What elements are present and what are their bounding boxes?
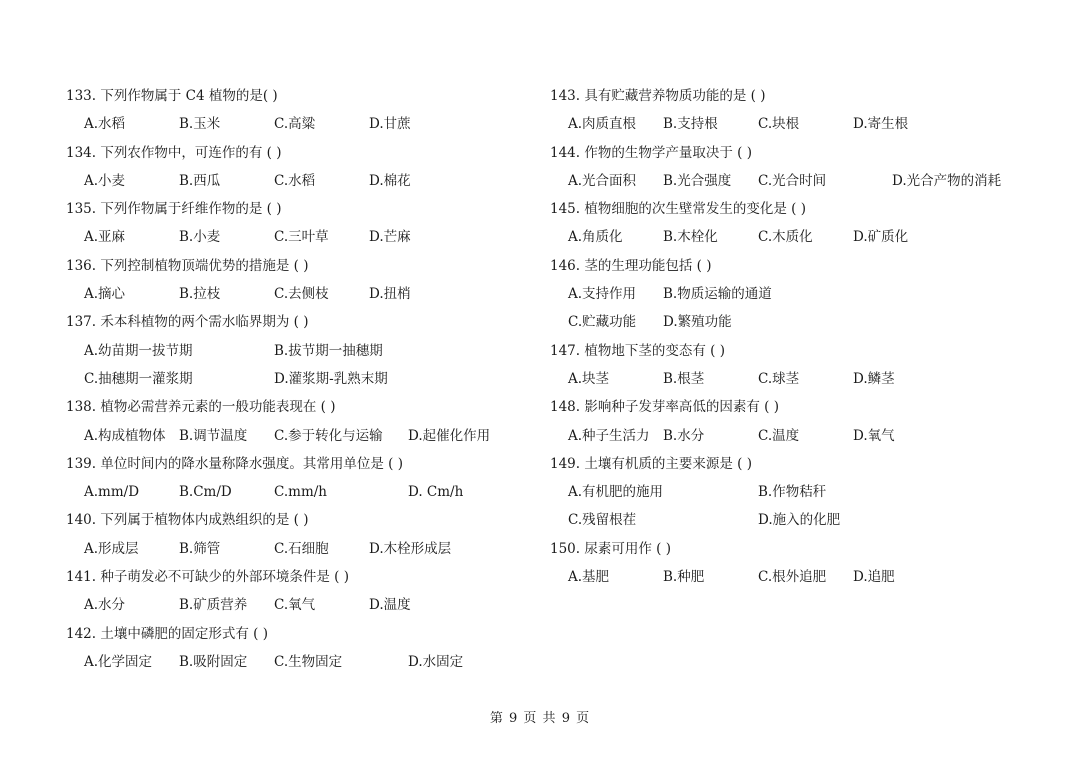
answer-option: C.球茎: [758, 370, 800, 387]
options-line: [550, 563, 1030, 591]
options-line: [550, 478, 1030, 506]
question-stem: 150. 尿素可用作 ( ): [550, 540, 671, 557]
question-block: [550, 393, 1030, 450]
answer-option: A.角质化: [568, 229, 623, 246]
question-block: [66, 620, 546, 677]
answer-option: B.水分: [663, 427, 705, 444]
left-column: [66, 82, 546, 676]
answer-option: C.块根: [758, 116, 800, 133]
answer-option: B.拔节期一抽穗期: [274, 342, 383, 359]
answer-option: A.亚麻: [84, 229, 126, 246]
question-block: [550, 252, 1030, 337]
answer-option: C.生物固定: [274, 653, 343, 670]
answer-option: D.追肥: [853, 569, 895, 586]
options-line: [550, 223, 1030, 251]
question-block: [66, 563, 546, 620]
answer-option: D.灌浆期-乳熟末期: [274, 370, 388, 387]
answer-option: B.拉枝: [179, 286, 221, 303]
answer-option: D.光合产物的消耗: [892, 172, 1002, 189]
question-block: [66, 139, 546, 196]
options-line: [66, 422, 546, 450]
answer-option: A.光合面积: [568, 172, 637, 189]
answer-option: B.支持根: [663, 116, 718, 133]
question-block: [550, 195, 1030, 252]
answer-option: A.构成植物体: [84, 427, 166, 444]
answer-option: A.有机肥的施用: [568, 484, 664, 501]
options-line: [66, 648, 546, 676]
options-line: [66, 110, 546, 138]
answer-option: C.根外追肥: [758, 569, 827, 586]
answer-option: C.抽穗期一灌浆期: [84, 370, 193, 387]
question-block: [66, 308, 546, 393]
question-stem: 140. 下列属于植物体内成熟组织的是 ( ): [66, 512, 309, 529]
answer-option: B.矿质营养: [179, 597, 248, 614]
answer-option: A.mm/D: [84, 484, 140, 501]
answer-option: B.小麦: [179, 229, 221, 246]
answer-option: D.起催化作用: [408, 427, 491, 444]
answer-option: C.mm/h: [274, 484, 327, 501]
options-line: [66, 591, 546, 619]
answer-option: B.玉米: [179, 116, 221, 133]
options-line: [66, 478, 546, 506]
answer-option: C.水稻: [274, 172, 316, 189]
options-line: [66, 167, 546, 195]
question-block: [66, 450, 546, 507]
question-block: [550, 82, 1030, 139]
question-stem: 136. 下列控制植物顶端优势的措施是 ( ): [66, 257, 309, 274]
options-line: [550, 110, 1030, 138]
answer-option: C.光合时间: [758, 172, 827, 189]
answer-option: D.扭梢: [369, 286, 411, 303]
answer-option: D.矿质化: [853, 229, 909, 246]
question-stem: 144. 作物的生物学产量取决于 ( ): [550, 144, 752, 161]
answer-option: A.肉质直根: [568, 116, 637, 133]
options-line: [550, 422, 1030, 450]
question-stem: 135. 下列作物属于纤维作物的是 ( ): [66, 201, 282, 218]
question-block: [66, 252, 546, 309]
answer-option: D.施入的化肥: [758, 512, 841, 529]
answer-option: D.寄生根: [853, 116, 909, 133]
question-stem: 148. 影响种子发芽率高低的因素有 ( ): [550, 399, 779, 416]
answer-option: D. Cm/h: [408, 484, 464, 501]
answer-option: B.西瓜: [179, 172, 221, 189]
answer-option: B.根茎: [663, 370, 705, 387]
answer-option: B.Cm/D: [179, 484, 232, 501]
question-stem: 141. 种子萌发必不可缺少的外部环境条件是 ( ): [66, 569, 349, 586]
question-block: [66, 195, 546, 252]
answer-option: B.作物秸秆: [758, 484, 827, 501]
options-line: [550, 365, 1030, 393]
answer-option: B.物质运输的通道: [663, 286, 772, 303]
question-block: [550, 337, 1030, 394]
question-stem: 133. 下列作物属于 C4 植物的是( ): [66, 88, 278, 104]
question-stem: 146. 茎的生理功能包括 ( ): [550, 257, 712, 274]
answer-option: D.芒麻: [369, 229, 411, 246]
answer-option: D.氧气: [853, 427, 895, 444]
answer-option: A.形成层: [84, 540, 139, 557]
answer-option: C.残留根茬: [568, 512, 637, 529]
question-stem: 143. 具有贮藏营养物质功能的是 ( ): [550, 88, 766, 104]
options-line: [550, 308, 1030, 336]
answer-option: A.幼苗期一拔节期: [84, 342, 193, 359]
question-stem: 149. 土壤有机质的主要来源是 ( ): [550, 455, 752, 472]
options-line: [66, 365, 546, 393]
answer-option: B.调节温度: [179, 427, 248, 444]
answer-option: A.化学固定: [84, 653, 153, 670]
answer-option: D.棉花: [369, 172, 411, 189]
answer-option: A.块茎: [568, 370, 610, 387]
answer-option: B.光合强度: [663, 172, 732, 189]
answer-option: D.温度: [369, 597, 411, 614]
question-stem: 142. 土壤中磷肥的固定形式有 ( ): [66, 625, 268, 642]
options-line: [550, 506, 1030, 534]
answer-option: A.摘心: [84, 286, 126, 303]
answer-option: A.小麦: [84, 172, 126, 189]
answer-option: B.木栓化: [663, 229, 718, 246]
options-line: [550, 280, 1030, 308]
answer-option: A.水分: [84, 597, 126, 614]
answer-option: C.木质化: [758, 229, 813, 246]
answer-option: C.参于转化与运输: [274, 427, 383, 444]
answer-option: D.水固定: [408, 653, 464, 670]
question-stem: 138. 植物必需营养元素的一般功能表现在 ( ): [66, 399, 336, 416]
answer-option: C.温度: [758, 427, 800, 444]
answer-option: C.贮藏功能: [568, 314, 637, 331]
question-block: [66, 82, 546, 139]
options-line: [550, 167, 1030, 195]
answer-option: C.氧气: [274, 597, 316, 614]
answer-option: C.三叶草: [274, 229, 329, 246]
question-block: [550, 535, 1030, 592]
question-block: [66, 393, 546, 450]
answer-option: D.鳞茎: [853, 370, 895, 387]
options-line: [66, 223, 546, 251]
options-line: [66, 535, 546, 563]
answer-option: B.种肥: [663, 569, 705, 586]
answer-option: A.支持作用: [568, 286, 637, 303]
answer-option: A.基肥: [568, 569, 610, 586]
page-footer: 第 9 页 共 9 页: [489, 711, 591, 726]
question-stem: 137. 禾本科植物的两个需水临界期为 ( ): [66, 314, 309, 331]
answer-option: A.种子生活力: [568, 427, 650, 444]
answer-option: B.吸附固定: [179, 653, 248, 670]
answer-option: C.高粱: [274, 116, 316, 133]
question-block: [550, 450, 1030, 535]
options-line: [66, 337, 546, 365]
options-line: [66, 280, 546, 308]
question-block: [550, 139, 1030, 196]
answer-option: B.筛管: [179, 540, 221, 557]
answer-option: A.水稻: [84, 116, 126, 133]
right-column: [550, 82, 1030, 591]
answer-option: D.繁殖功能: [663, 314, 732, 331]
question-stem: 147. 植物地下茎的变态有 ( ): [550, 342, 725, 359]
question-block: [66, 506, 546, 563]
answer-option: C.去侧枝: [274, 286, 329, 303]
question-stem: 145. 植物细胞的次生壁常发生的变化是 ( ): [550, 201, 806, 218]
answer-option: D.木栓形成层: [369, 540, 452, 557]
question-stem: 134. 下列农作物中，可连作的有 ( ): [66, 144, 282, 161]
answer-option: D.甘蔗: [369, 116, 411, 133]
answer-option: C.石细胞: [274, 540, 329, 557]
question-stem: 139. 单位时间内的降水量称降水强度。其常用单位是 ( ): [66, 455, 403, 472]
